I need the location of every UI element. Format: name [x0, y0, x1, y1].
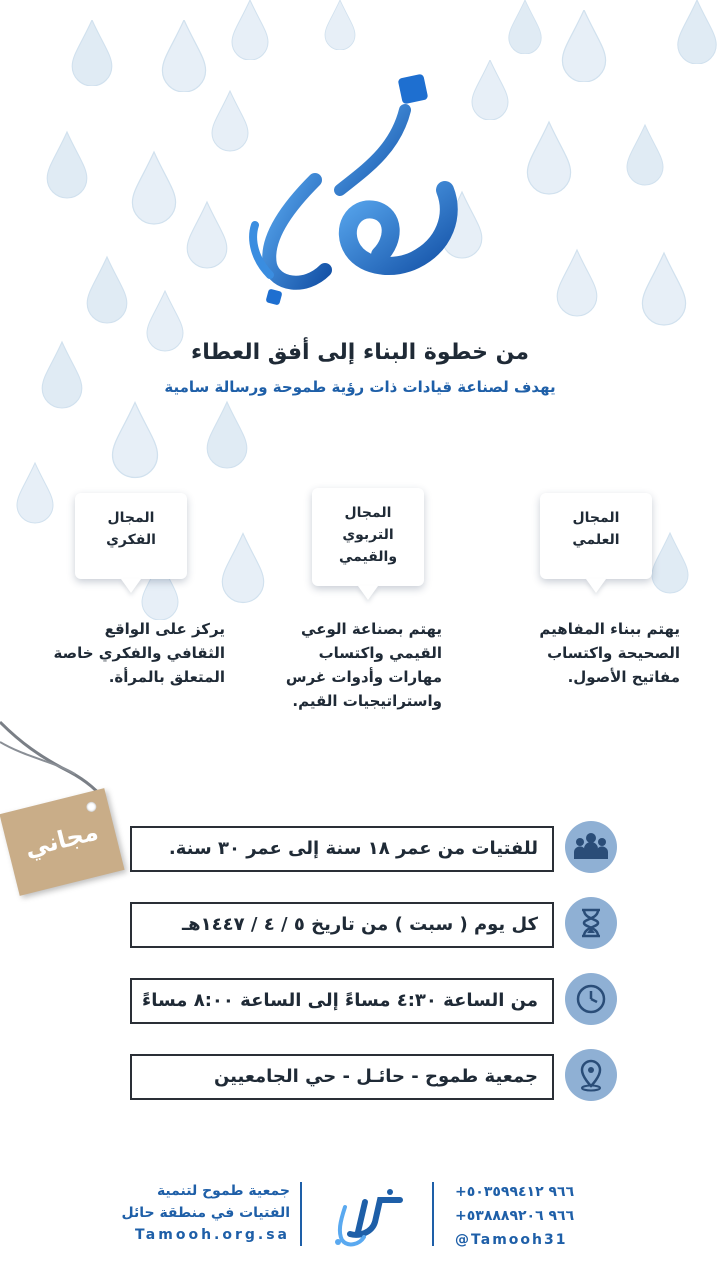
hourglass-icon: [565, 897, 617, 949]
phone-number[interactable]: +٩٦٦ ٥٣٨٨٨٩٢٠٦: [455, 1208, 575, 1224]
water-drop-icon: [625, 120, 665, 190]
water-drop-icon: [650, 530, 690, 596]
field-description-intellectual: يركز على الواقع الثقافي والفكري خاصة المتعلق بالمرأة.: [53, 620, 225, 686]
footer-organization: [100, 1180, 290, 1246]
field-card-intellectual: [75, 493, 187, 579]
detail-row-day: [130, 902, 554, 948]
water-drop-icon: [160, 20, 208, 92]
water-drop-icon: [640, 250, 688, 328]
water-drop-icon: [110, 400, 160, 480]
social-handle[interactable]: @Tamooh31: [455, 1232, 568, 1248]
field-card-scientific: [540, 493, 652, 579]
detail-day-text: كل يوم ( سبت ) من تاريخ ٥ / ٤ / ١٤٤٧هـ: [182, 914, 538, 935]
water-drop-icon: [205, 400, 249, 470]
subline: يهدف لصناعة قيادات ذات رؤية طموحة ورسالة سامية: [164, 378, 556, 396]
phone-number[interactable]: +٩٦٦ ٥٠٣٥٩٩٤١٢: [455, 1184, 575, 1200]
tag-hole: [85, 801, 97, 813]
water-drop-icon: [15, 460, 55, 526]
water-drop-icon: [525, 120, 573, 196]
water-drop-icon: [185, 200, 229, 270]
water-drop-icon: [505, 0, 545, 54]
detail-age-text: للفتيات من عمر ١٨ سنة إلى عمر ٣٠ سنة.: [168, 838, 538, 859]
footer-divider: [300, 1182, 302, 1246]
footer-divider: [432, 1182, 434, 1246]
price-tag: [0, 762, 120, 882]
water-drop-icon: [320, 0, 360, 50]
water-drop-icon: [555, 245, 599, 321]
water-drop-icon: [45, 130, 89, 200]
water-drop-icon: [85, 255, 129, 325]
water-drop-icon: [220, 530, 266, 606]
tag-string-icon: [0, 702, 130, 812]
location-pin-icon: [565, 1049, 617, 1101]
water-drop-icon: [470, 60, 510, 120]
water-drop-icon: [675, 0, 719, 64]
field-card-educational: [312, 488, 424, 586]
detail-row-time: [130, 978, 554, 1024]
detail-row-age: [130, 826, 554, 872]
water-drop-icon: [130, 150, 178, 226]
water-drop-icon: [560, 10, 608, 82]
website-link[interactable]: Tamooh.org.sa: [135, 1227, 290, 1243]
organization-logo: [320, 1182, 420, 1252]
program-logo: [245, 70, 475, 320]
field-card-title: المجال التربوي والقيمي: [338, 505, 398, 565]
detail-time-text: من الساعة ٤:٣٠ مساءً إلى الساعة ٨:٠٠ مساءً: [142, 990, 538, 1011]
field-description-educational: يهتم بصناعة الوعي القيمي واكتساب مهارات وأدوات غرس واستراتيجيات القيم.: [285, 620, 442, 710]
detail-row-location: [130, 1054, 554, 1100]
price-tag-label: مجاني: [22, 817, 102, 863]
field-description-scientific: يهتم ببناء المفاهيم الصحيحة واكتساب مفاتيح الأصول.: [539, 620, 680, 686]
organization-name-line2: الفتيات في منطقة حائل: [121, 1205, 290, 1221]
field-card-title: المجال الفكري: [106, 510, 156, 548]
headline: من خطوة البناء إلى أفق العطاء: [190, 340, 530, 365]
group-icon: [565, 821, 617, 873]
footer-contacts: [455, 1180, 615, 1252]
water-drop-icon: [210, 90, 250, 152]
water-drop-icon: [70, 20, 114, 86]
clock-icon: [565, 973, 617, 1025]
water-drop-icon: [230, 0, 270, 60]
field-card-title: المجال العلمي: [572, 510, 620, 548]
detail-location-text: جمعية طموح - حائـل - حي الجامعيين: [213, 1066, 538, 1087]
organization-name-line1: جمعية طموح لتنمية: [156, 1183, 290, 1199]
